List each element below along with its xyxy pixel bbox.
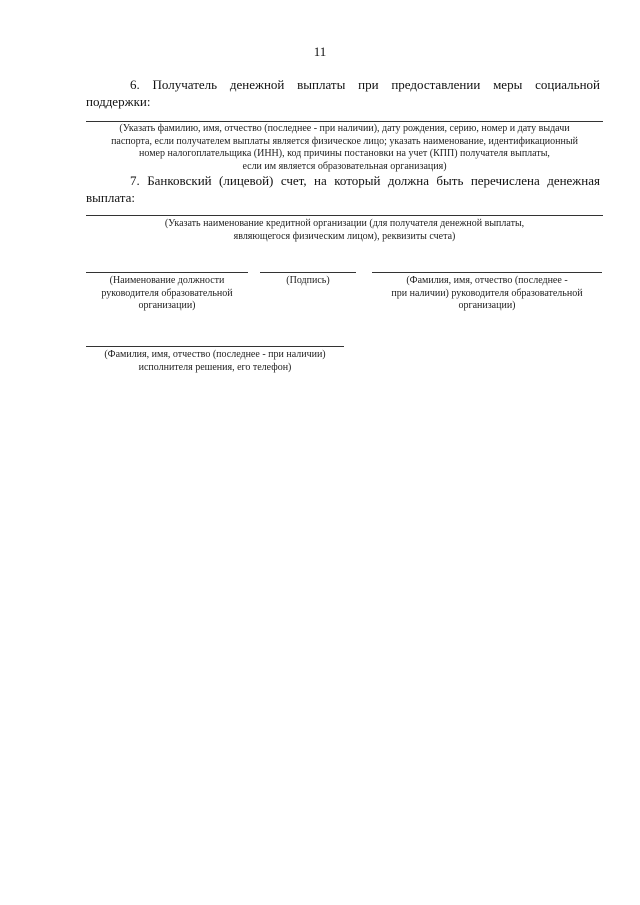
item7-note-line: (Указать наименование кредитной организации (для получателя денежной выплаты, [164, 218, 525, 229]
position-caption-line: (Наименование должности [109, 275, 225, 286]
item6-note-line: если им является образовательная организация) [242, 160, 447, 172]
position-caption-line: организации) [138, 300, 196, 311]
signature-caption-line: (Подпись) [286, 275, 330, 286]
item6-note [86, 123, 603, 173]
item6-fill-line [86, 121, 603, 122]
head-name-caption-line: при наличии) руководителя образовательной [391, 287, 583, 299]
item6-line1: 6. Получатель денежной выплаты при предоставлении меры социальной [130, 77, 600, 92]
item6-paragraph [86, 76, 600, 110]
item6-note-line: паспорта, если получателем выплаты является физическое лицо; указать наименование, идентификационный [111, 135, 578, 147]
item7-line1: 7. Банковский (лицевой) счет, на который должна быть перечислена денежная [130, 173, 600, 188]
executor-caption-line: (Фамилия, имя, отчество (последнее - при наличии) [104, 349, 326, 360]
item7-fill-line [86, 215, 603, 216]
executor-caption-line: исполнителя решения, его телефон) [138, 361, 292, 373]
item7-line2: выплата: [86, 190, 135, 205]
position-caption [76, 275, 258, 313]
executor-caption [80, 349, 350, 374]
executor-line [86, 346, 344, 347]
item7-note [86, 218, 603, 243]
head-name-caption-line: (Фамилия, имя, отчество (последнее - [406, 275, 568, 286]
item6-line2: поддержки: [86, 94, 151, 109]
head-name-caption-line: организации) [458, 300, 516, 311]
head-name-caption [366, 275, 608, 313]
item6-note-line: (Указать фамилию, имя, отчество (последнее - при наличии), дату рождения, серию, номер и дату выдачи [119, 123, 570, 134]
page-number: 11 [313, 44, 327, 59]
head-name-line [372, 272, 602, 273]
position-caption-line: руководителя образовательной [101, 287, 233, 299]
signature-line [260, 272, 356, 273]
signature-caption [260, 275, 356, 288]
item7-note-line: являющегося физическим лицом), реквизиты счета) [233, 230, 456, 242]
item6-note-line: номер налогоплательщика (ИНН), код причины постановки на учет (КПП) получателя выплаты, [139, 148, 550, 159]
item7-paragraph [86, 172, 600, 206]
position-line [86, 272, 248, 273]
